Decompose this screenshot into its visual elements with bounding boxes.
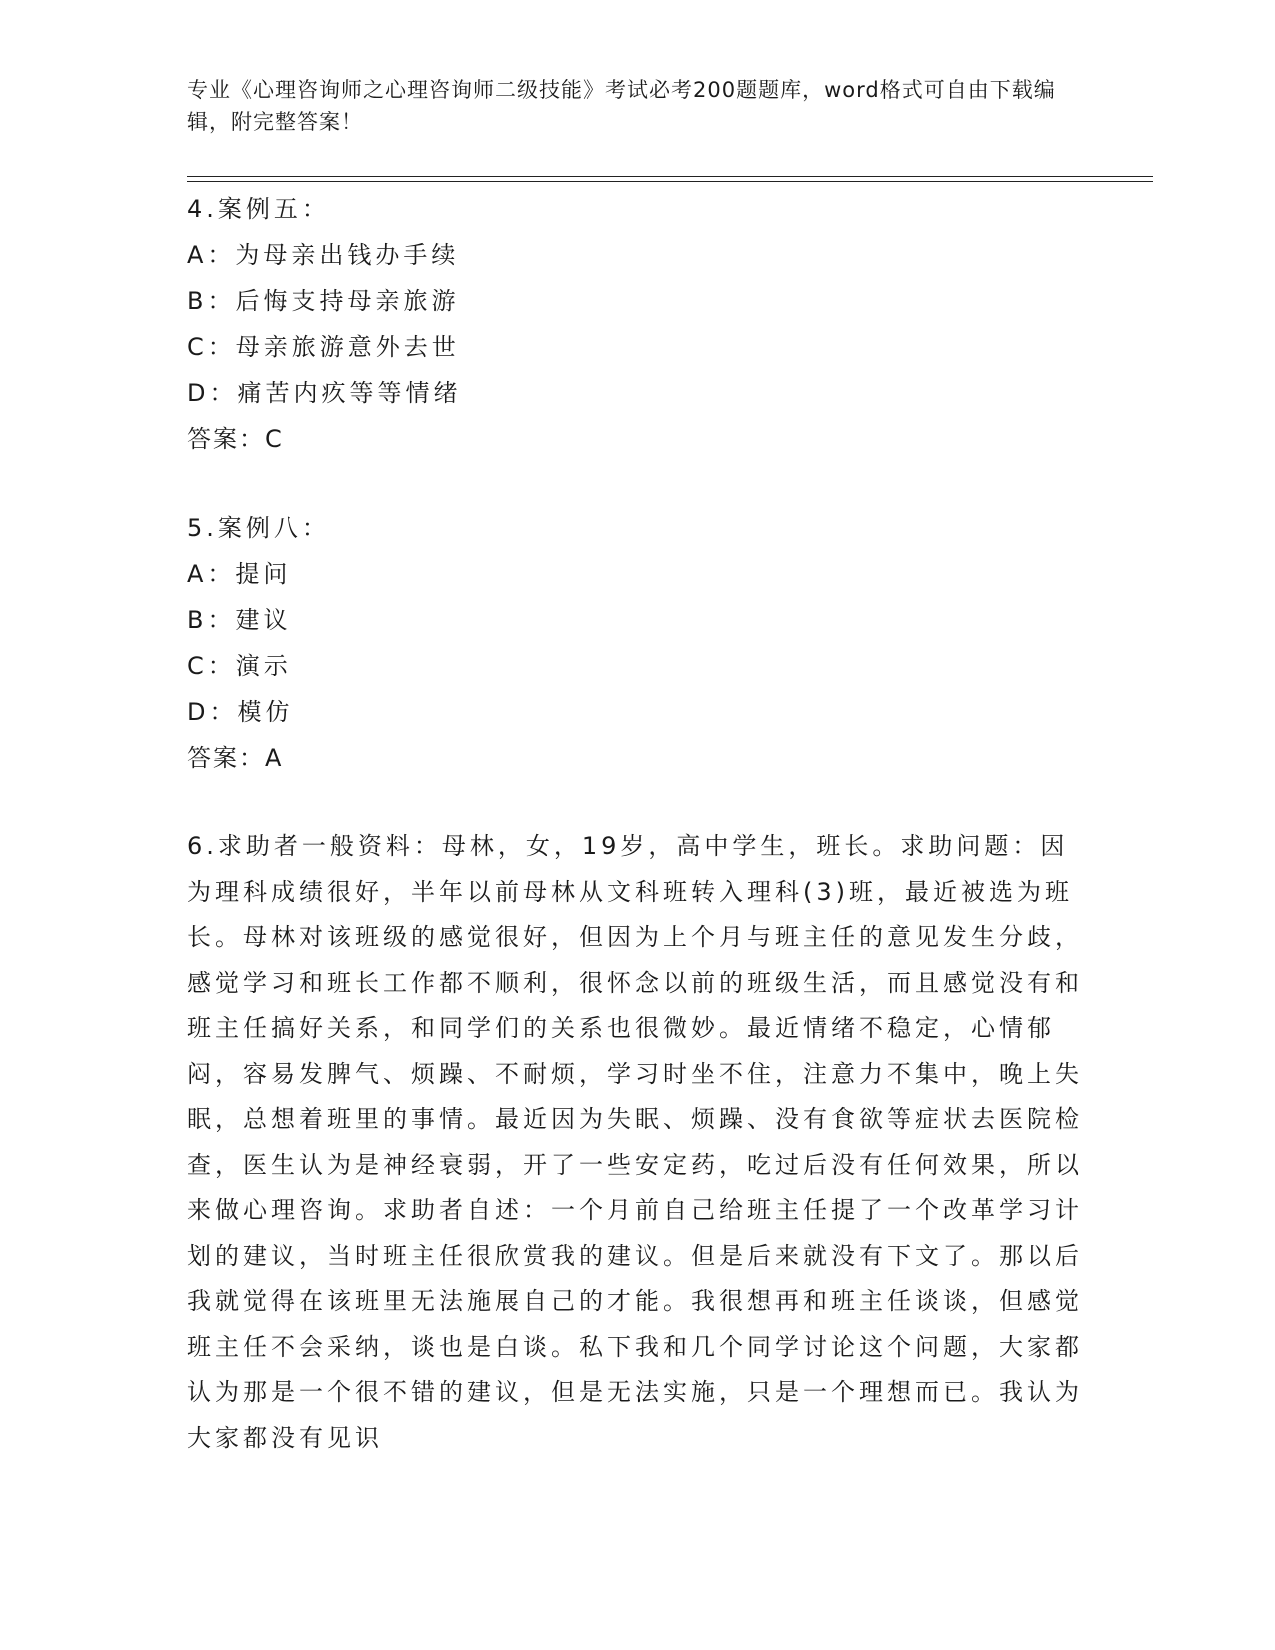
option-d: D：模仿 <box>187 698 294 726</box>
option-d: D：痛苦内疚等等情绪 <box>187 379 462 407</box>
question-stem: 5.案例八： <box>187 514 330 542</box>
question-5 <box>187 505 330 781</box>
question-6 <box>187 824 1087 1461</box>
answer-line: 答案：A <box>187 744 284 772</box>
option-c: C：演示 <box>187 652 292 680</box>
option-a: A：提问 <box>187 560 292 588</box>
question-stem-paragraph: 6.求助者一般资料：母林，女，19岁，高中学生，班长。求助问题：因为理科成绩很好，半年以前母林从文科班转入理科(3)班，最近被选为班长。母林对该班级的感觉很好，但因为上个月与班主任的意见发生分歧，感觉学习和班长工作都不顺利，很怀念以前的班级生活，而且感觉没有和班主任搞好关系，和同学们的关系也很微妙。最近情绪不稳定，心情郁闷，容易发脾气、烦躁、不耐烦，学习时坐不住，注意力不集中，晚上失眠，总想着班里的事情。最近因为失眠、烦躁、没有食欲等症状去医院检查，医生认为是神经衰弱，开了一些安定药，吃过后没有任何效果，所以来做心理咨询。求助者自述：一个月前自己给班主任提了一个改革学习计划的建议，当时班主任很欣赏我的建议。但是后来就没有下文了。那以后我就觉得在该班里无法施展自己的才能。我很想再和班主任谈谈，但感觉班主任不会采纳，谈也是白谈。私下我和几个同学讨论这个问题，大家都认为那是一个很不错的建议，但是无法实施，只是一个理想而已。我认为大家都没有见识 <box>187 832 1083 1452</box>
document-header-title: 专业《心理咨询师之心理咨询师二级技能》考试必考200题题库，word格式可自由下载编辑，附完整答案！ <box>187 78 1056 134</box>
option-b: B：建议 <box>187 606 292 634</box>
answer-line: 答案：C <box>187 425 284 453</box>
header-divider-bottom <box>187 181 1153 182</box>
option-b: B：后悔支持母亲旅游 <box>187 287 460 315</box>
option-a: A：为母亲出钱办手续 <box>187 241 460 269</box>
option-c: C：母亲旅游意外去世 <box>187 333 460 361</box>
question-stem: 4.案例五： <box>187 195 330 223</box>
question-4 <box>187 186 461 462</box>
header-divider-top <box>187 176 1153 177</box>
